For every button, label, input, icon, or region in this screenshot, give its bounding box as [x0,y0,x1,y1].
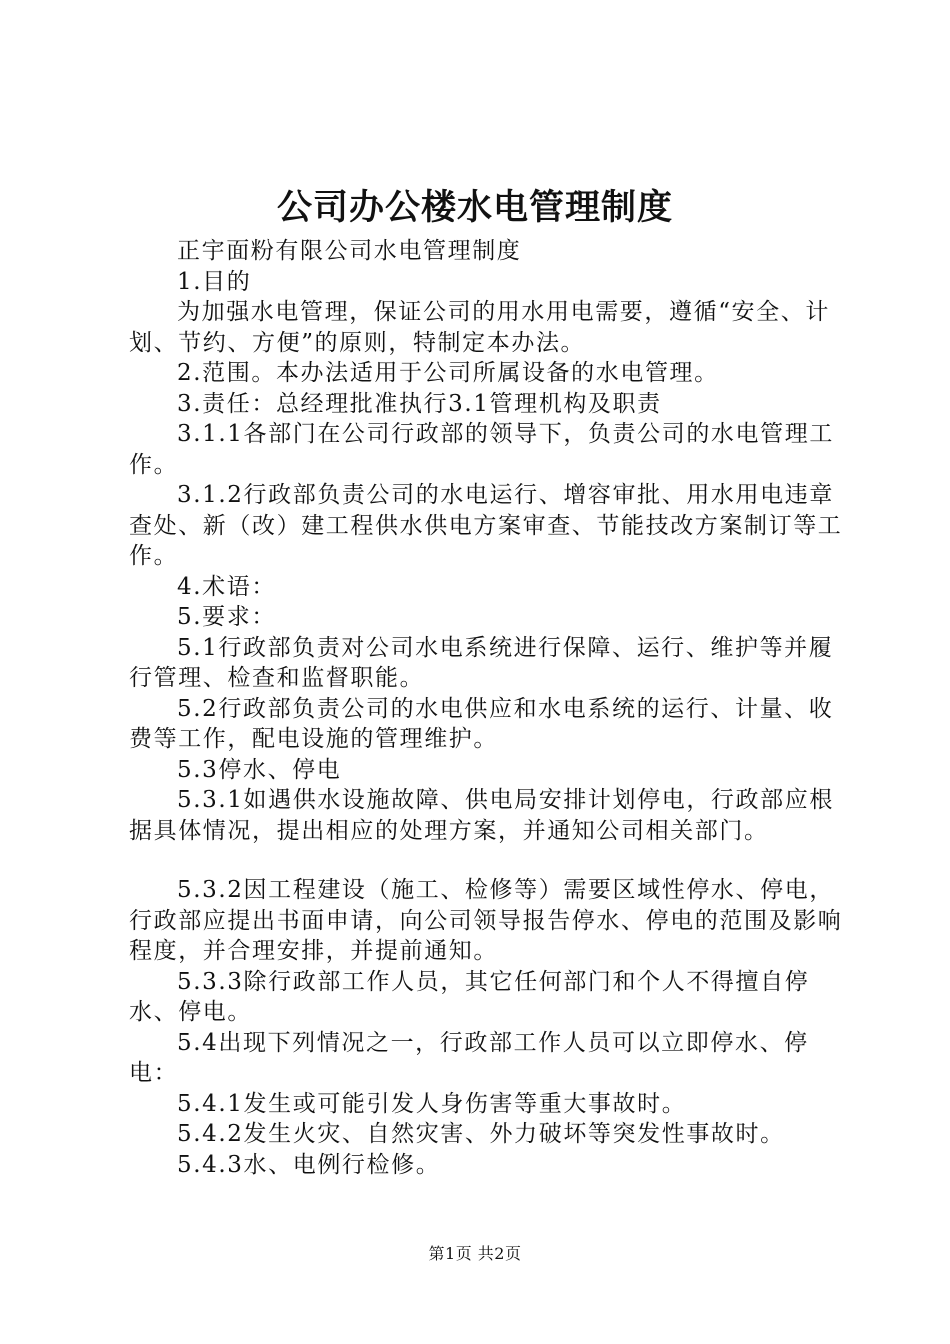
page-number-footer: 第1页 共2页 [428,1244,522,1263]
paragraph-5-4-3: 5.4.3水、电例行检修。 [177,1151,441,1178]
paragraph-responsibility: 3.责任：总经理批准执行3.1管理机构及职责 [177,390,662,417]
paragraph-purpose: 为加强水电管理，保证公司的用水用电需要，遵循“安全、计划、节约、方便”的原则，特制定本办法。 [129,299,830,356]
paragraph-company-heading: 正宇面粉有限公司水电管理制度 [177,238,522,264]
paragraph-terms: 4.术语： [177,573,276,600]
paragraph-5-4-2: 5.4.2发生火灾、自然灾害、外力破坏等突发性事故时。 [177,1121,785,1147]
paragraph-3-1-1: 3.1.1各部门在公司行政部的领导下，负责公司的水电管理工作。 [129,421,834,478]
paragraph-5-3-1: 5.3.1如遇供水设施故障、供电局安排计划停电，行政部应根据具体情况，提出相应的处理方案，并通知公司相关部门。 [129,787,834,844]
paragraph-purpose-heading: 1.目的 [177,268,252,295]
paragraph-5-1: 5.1行政部负责对公司水电系统进行保障、运行、维护等并履行管理、检查和监督职能。 [129,634,834,691]
paragraph-5-4: 5.4出现下列情况之一，行政部工作人员可以立即停水、停电： [129,1029,809,1086]
paragraph-scope: 2.范围。本办法适用于公司所属设备的水电管理。 [177,360,719,386]
paragraph-requirements: 5.要求： [177,604,276,630]
document-title: 公司办公楼水电管理制度 [276,188,673,228]
paragraph-3-1-2: 3.1.2行政部负责公司的水电运行、增容审批、用水用电违章查处、新（改）建工程供水供电方案审查、节能技改方案制订等工作。 [129,482,843,569]
paragraph-5-3-2: 5.3.2因工程建设（施工、检修等）需要区域性停水、停电，行政部应提出书面申请，向公司领导报告停水、停电的范围及影响程度，并合理安排，并提前通知。 [129,877,843,964]
paragraph-spacer [129,846,849,875]
paragraph-5-2: 5.2行政部负责公司的水电供应和水电系统的运行、计量、收费等工作，配电设施的管理维护。 [129,695,834,752]
paragraph-5-4-1: 5.4.1发生或可能引发人身伤害等重大事故时。 [177,1090,687,1117]
paragraph-5-3: 5.3停水、停电 [177,756,342,783]
document-body [129,236,849,1180]
paragraph-5-3-3: 5.3.3除行政部工作人员，其它任何部门和个人不得擅自停水、停电。 [129,968,810,1025]
